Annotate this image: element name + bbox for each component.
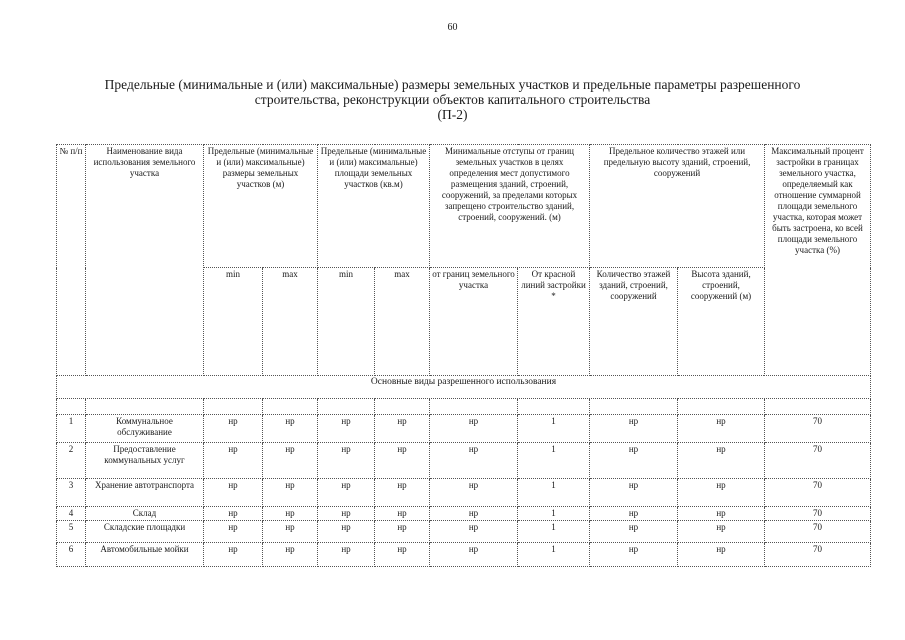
row-coverage: 70 (765, 479, 871, 507)
row-area-max: нр (375, 443, 430, 479)
row-area-min: нр (318, 507, 375, 521)
row-area-max: нр (375, 521, 430, 543)
table-row (57, 521, 871, 543)
row-setback-border: нр (430, 543, 518, 567)
row-area-min: нр (318, 479, 375, 507)
row-size-min: нр (204, 443, 263, 479)
header-setback-border: от границ земельного участка (430, 268, 518, 376)
row-size-min: нр (204, 415, 263, 443)
row-use-name: Предоставление коммунальных услуг (86, 443, 204, 479)
row-number: 2 (57, 443, 86, 479)
row-size-max: нр (263, 521, 318, 543)
header-size-min: min (204, 268, 263, 376)
row-setback-border: нр (430, 479, 518, 507)
row-size-max: нр (263, 543, 318, 567)
header-floors-limit: Предельное количество этажей или предельную высоту зданий, строений, сооружений (590, 145, 765, 268)
section-label: Основные виды разрешенного использования (57, 376, 871, 399)
row-area-min: нр (318, 521, 375, 543)
row-height: нр (678, 507, 765, 521)
spacer-row (57, 399, 871, 415)
row-coverage: 70 (765, 521, 871, 543)
row-setback-border: нр (430, 507, 518, 521)
table-row (57, 443, 871, 479)
header-area-max: max (375, 268, 430, 376)
row-setback-red-line: 1 (518, 521, 590, 543)
row-size-min: нр (204, 543, 263, 567)
header-height: Высота зданий, строений, сооружений (м) (678, 268, 765, 376)
row-area-max: нр (375, 415, 430, 443)
header-plot-areas: Предельные (минимальные и (или) максимальные) площади земельных участков (кв.м) (318, 145, 430, 268)
row-use-name: Коммунальное обслуживание (86, 415, 204, 443)
header-area-min: min (318, 268, 375, 376)
row-height: нр (678, 479, 765, 507)
header-use-name: Наименование вида использования земельного участка (86, 145, 204, 376)
row-height: нр (678, 543, 765, 567)
header-floor-count: Количество этажей зданий, строений, сооружений (590, 268, 678, 376)
row-number: 5 (57, 521, 86, 543)
row-setback-red-line: 1 (518, 443, 590, 479)
row-coverage: 70 (765, 507, 871, 521)
title-line-3: (П-2) (437, 107, 468, 122)
title-line-1: Предельные (минимальные и (или) максимальные) размеры земельных участков и предельные параметры разрешенного (104, 77, 801, 92)
row-setback-red-line: 1 (518, 507, 590, 521)
row-number: 3 (57, 479, 86, 507)
row-area-max: нр (375, 507, 430, 521)
row-area-max: нр (375, 543, 430, 567)
row-use-name: Склад (86, 507, 204, 521)
row-height: нр (678, 415, 765, 443)
row-coverage: 70 (765, 543, 871, 567)
row-setback-border: нр (430, 521, 518, 543)
row-number: 6 (57, 543, 86, 567)
row-height: нр (678, 521, 765, 543)
row-setback-red-line: 1 (518, 415, 590, 443)
table-row (57, 479, 871, 507)
header-coverage: Максимальный процент застройки в границах земельного участка, определяемый как отношение суммарной площади земельного участка, которая может быть застроена, ко всей площади земельного участка (%) (765, 145, 871, 376)
page-number: 60 (447, 22, 458, 33)
row-floor-count: нр (590, 415, 678, 443)
regulations-table (56, 144, 871, 567)
row-setback-red-line: 1 (518, 479, 590, 507)
row-floor-count: нр (590, 507, 678, 521)
header-setbacks: Минимальные отступы от границ земельных участков в целях определения мест допустимого размещения зданий, строений, сооружений, за пределами которых запрещено строительство зданий, строений, сооружений. (м) (430, 145, 590, 268)
header-row-1 (57, 145, 871, 268)
row-height: нр (678, 443, 765, 479)
header-setback-red-line: От красной линий застройки * (518, 268, 590, 376)
title-line-2: строительства, реконструкции объектов капитального строительства (254, 92, 651, 107)
table-row (57, 415, 871, 443)
row-size-min: нр (204, 521, 263, 543)
row-area-min: нр (318, 415, 375, 443)
header-plot-sizes: Предельные (минимальные и (или) максимальные) размеры земельных участков (м) (204, 145, 318, 268)
row-floor-count: нр (590, 443, 678, 479)
row-size-min: нр (204, 507, 263, 521)
row-use-name: Автомобильные мойки (86, 543, 204, 567)
table-row (57, 543, 871, 567)
row-area-min: нр (318, 443, 375, 479)
row-size-max: нр (263, 507, 318, 521)
section-row (57, 376, 871, 399)
row-number: 4 (57, 507, 86, 521)
header-size-max: max (263, 268, 318, 376)
row-size-min: нр (204, 479, 263, 507)
header-number: № п/п (57, 145, 86, 376)
row-use-name: Складские площадки (86, 521, 204, 543)
row-setback-red-line: 1 (518, 543, 590, 567)
row-use-name: Хранение автотранспорта (86, 479, 204, 507)
row-floor-count: нр (590, 543, 678, 567)
row-setback-border: нр (430, 415, 518, 443)
row-floor-count: нр (590, 521, 678, 543)
row-coverage: 70 (765, 415, 871, 443)
row-area-min: нр (318, 543, 375, 567)
row-coverage: 70 (765, 443, 871, 479)
table-row (57, 507, 871, 521)
row-floor-count: нр (590, 479, 678, 507)
row-size-max: нр (263, 443, 318, 479)
row-area-max: нр (375, 479, 430, 507)
row-size-max: нр (263, 479, 318, 507)
document-title (40, 77, 865, 122)
row-number: 1 (57, 415, 86, 443)
row-setback-border: нр (430, 443, 518, 479)
row-size-max: нр (263, 415, 318, 443)
